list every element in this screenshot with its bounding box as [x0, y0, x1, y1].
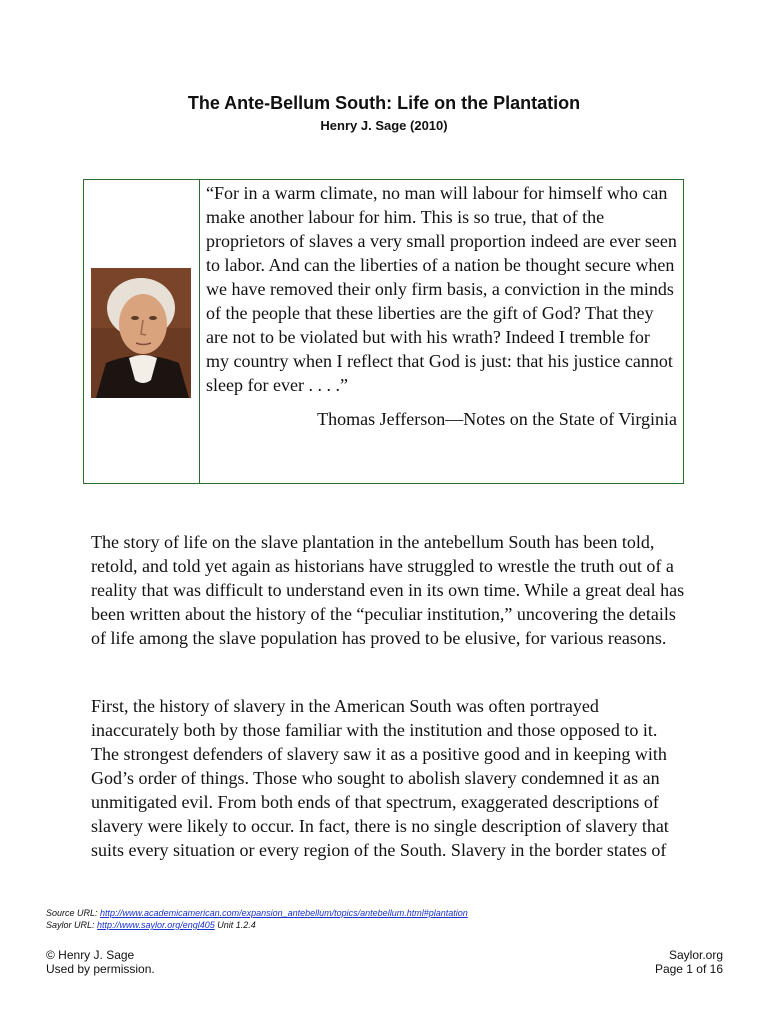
saylor-url-link[interactable]: http://www.saylor.org/engl405 — [97, 920, 215, 930]
copyright-text: © Henry J. Sage — [46, 948, 135, 962]
page-number: Page 1 of 16 — [654, 962, 723, 976]
author-line: Henry J. Sage (2010) — [320, 118, 448, 133]
saylor-label: Saylor URL: — [46, 920, 98, 930]
site-name: Saylor.org — [668, 948, 723, 962]
body-paragraph-2: First, the history of slavery in the American South was often portrayed inaccurately both by those familiar with the institution and those opposed to it. The strongest defenders of slavery saw it as a positive good and in keeping with God’s order of things. Those who sought to abolish slavery condemned it as an unmitigated evil. From both ends of that spectrum, exaggerated descriptions of slavery were likely to occur. In fact, there is no single description of slavery that suits every situation or every region of the South. Slavery in the border states of — [91, 696, 669, 860]
jefferson-portrait — [91, 268, 191, 398]
page-title: The Ante-Bellum South: Life on the Plantation — [187, 93, 581, 113]
source-label: Source URL: — [46, 908, 101, 918]
permission-text: Used by permission. — [46, 962, 155, 976]
source-url-link[interactable]: http://www.academicamerican.com/expansion_antebellum/topics/antebellum.html#plantation — [100, 908, 468, 918]
footnote — [46, 907, 468, 931]
saylor-line — [46, 919, 468, 931]
portrait-cell — [84, 180, 200, 483]
body-paragraph-1: The story of life on the slave plantation in the antebellum South has been told, retold, and told yet again as historians have struggled to wrestle the truth out of a reality that was difficult to understand even in its own time. While a great deal has been written about the history of the “peculiar institution,” uncovering the details of life among the slave population has proved to be elusive, for various reasons. — [91, 532, 685, 648]
footer-left — [46, 948, 155, 976]
quote-attribution: Thomas Jefferson—Notes on the State of Virginia — [317, 409, 677, 429]
footer-right — [655, 948, 723, 976]
quote-box — [83, 179, 684, 484]
source-line — [46, 907, 468, 919]
unit-label: Unit 1.2.4 — [214, 920, 256, 930]
quote-cell — [200, 180, 683, 483]
quote-text: “For in a warm climate, no man will labour for himself who can make another labour for him. This is so true, that of the proprietors of slaves a very small proportion indeed are ever seen to labor. And can the liberties of a nation be thought secure when we have removed their only firm basis, a conviction in the minds of the people that these liberties are the gift of God? That they are not to be violated but with his wrath? Indeed I tremble for my country when I reflect that God is just: that his justice cannot sleep for ever . . . .” — [206, 183, 677, 395]
